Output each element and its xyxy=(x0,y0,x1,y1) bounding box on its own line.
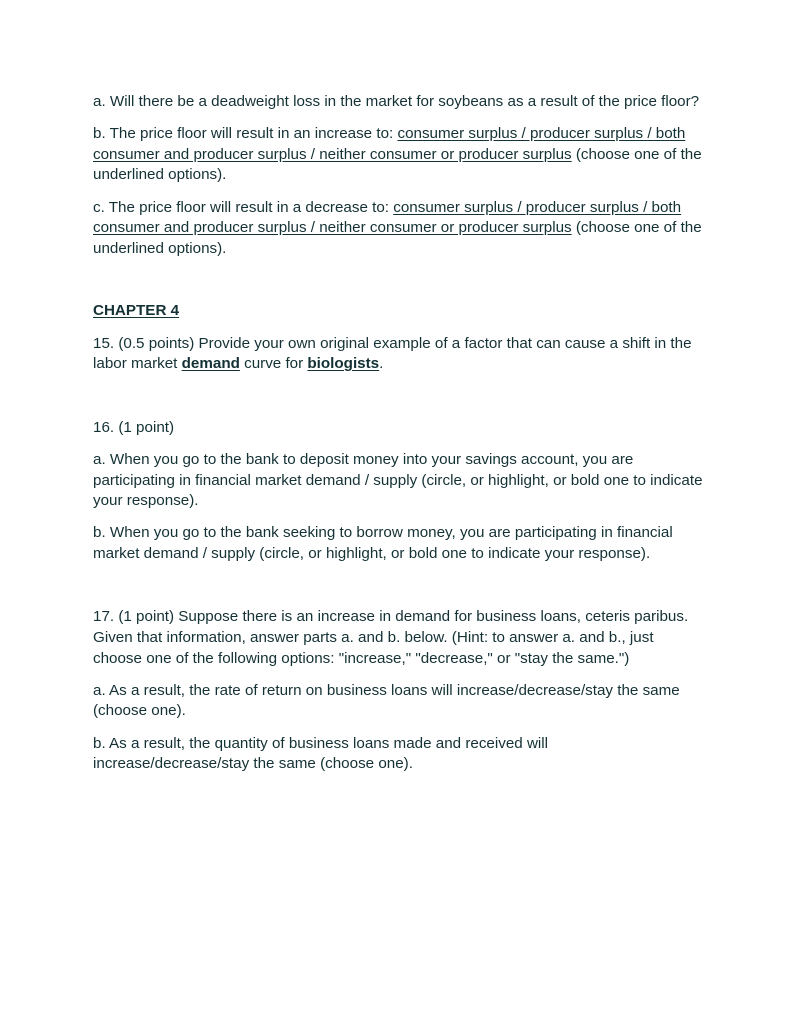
q15-middle: curve for xyxy=(239,355,308,373)
chapter-heading: CHAPTER 4 xyxy=(93,302,180,320)
q16-part-b: b. When you go to the bank seeking to borrow money, you are participating in financial market demand / supply (circle, or highlight, or bold one to indicate your response). xyxy=(93,524,673,562)
q17-part-b: b. As a result, the quantity of business loans made and received will increase/decrease/stay the same (choose one). xyxy=(93,734,549,773)
q15-keyword-biologists: biologists xyxy=(307,355,380,373)
q15-prefix: 15. (0.5 points) Provide your own original example of a factor that can cause a shift in the labor market xyxy=(93,334,692,373)
document-page xyxy=(93,92,703,775)
q14-part-c xyxy=(93,198,703,260)
q14-part-b xyxy=(93,124,703,186)
q15-keyword-demand: demand xyxy=(181,355,240,373)
q14-part-b-options: consumer surplus / producer surplus / both consumer and producer surplus / neither consumer or producer surplus xyxy=(93,125,686,163)
q17-part-a: a. As a result, the rate of return on business loans will increase/decrease/stay the same (choose one). xyxy=(93,681,680,720)
q15 xyxy=(93,334,703,375)
q14-part-b-suffix: (choose one of the underlined options). xyxy=(93,145,702,184)
q17-intro: 17. (1 point) Suppose there is an increase in demand for business loans, ceteris paribus. Given that information, answer parts a. and b. below. (Hint: to answer a. and b., just choose one of the following options: "increase," "decrease," or "stay the same.") xyxy=(93,608,689,667)
q14-part-c-suffix: (choose one of the underlined options). xyxy=(93,219,702,257)
q15-suffix: . xyxy=(379,355,384,373)
q16-part-a: a. When you go to the bank to deposit money into your savings account, you are participating in financial market demand / supply (circle, or highlight, or bold one to indicate your response). xyxy=(93,450,703,510)
q14-part-a: a. Will there be a deadweight loss in the market for soybeans as a result of the price floor? xyxy=(93,93,700,110)
q14-part-b-prefix: b. The price floor will result in an increase to: xyxy=(93,125,398,143)
q14-part-c-options: consumer surplus / producer surplus / both consumer and producer surplus / neither consumer or producer surplus xyxy=(93,198,682,237)
q14-part-c-prefix: c. The price floor will result in a decrease to: xyxy=(93,198,394,216)
q16-header: 16. (1 point) xyxy=(93,418,175,436)
